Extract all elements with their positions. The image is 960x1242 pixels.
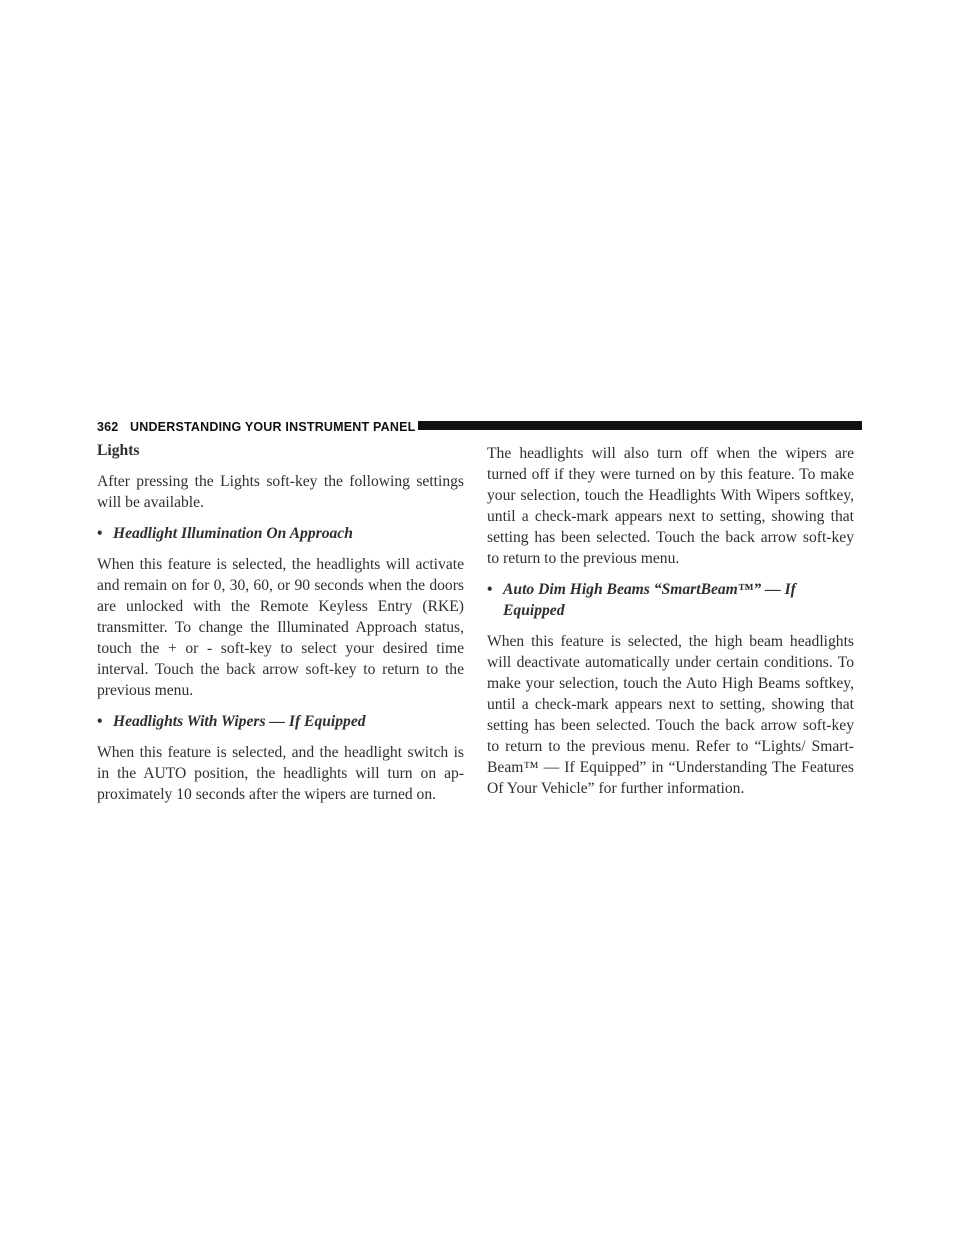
headlight-illumination-paragraph: When this feature is selected, the headlights will activate and remain on for 0, 30, 60, or 90 seconds when the doors are unlocked with the Remote Keyless Entry (RKE) transmitter. To change the Illuminated Approach status, touch the + or - soft-key to select your desired time interval. Touch the back arrow soft-key to return to the previous menu. [97,556,464,699]
bullet-headlight-illumination [97,523,464,544]
headlights-with-wipers-paragraph-continued: The headlights will also turn off when the wipers are turned off if they were turned on by this feature. To make your selection, touch the Headlights With Wipers softkey, until a check-mark appears next to setting, showing that setting has been selected. Touch the back arrow soft-key to return to the previous menu. [487,445,854,567]
section-title: UNDERSTANDING YOUR INSTRUMENT PANEL [130,420,416,434]
bullet-title: Headlights With Wipers — If Equipped [113,713,366,730]
bullet-title: Auto Dim High Beams “SmartBeam™” — If Equipped [503,581,796,619]
page-header [97,418,862,436]
intro-paragraph: After pressing the Lights soft-key the following settings will be available. [97,473,464,511]
headlights-with-wipers-paragraph: When this feature is selected, and the headlight switch is in the AUTO position, the headlights will turn on ap- proximately 10 seconds after the wipers are turned on. [97,744,464,803]
auto-dim-high-beams-paragraph: When this feature is selected, the high beam headlights will deactivate automatically under certain conditions. To make your selection, touch the Auto High Beams softkey, until a check-mark appears next to setting, showing that setting has been selected. Touch the back arrow soft-key to return to the previous menu. Refer to “Lights/ Smart- Beam™ — If Equipped” in “Understanding The Features Of Your Vehicle” for further information. [487,633,854,797]
bullet-icon: • [97,713,103,730]
bullet-auto-dim-high-beams [487,579,854,621]
page-number: 362 [97,420,119,434]
bullet-icon: • [487,581,493,598]
bullet-icon: • [97,525,103,542]
left-column [97,441,464,815]
right-column [487,443,854,809]
bullet-headlights-with-wipers [97,711,464,732]
header-rule-bar [418,421,862,430]
lights-heading: Lights [97,442,140,459]
bullet-title: Headlight Illumination On Approach [113,525,353,542]
